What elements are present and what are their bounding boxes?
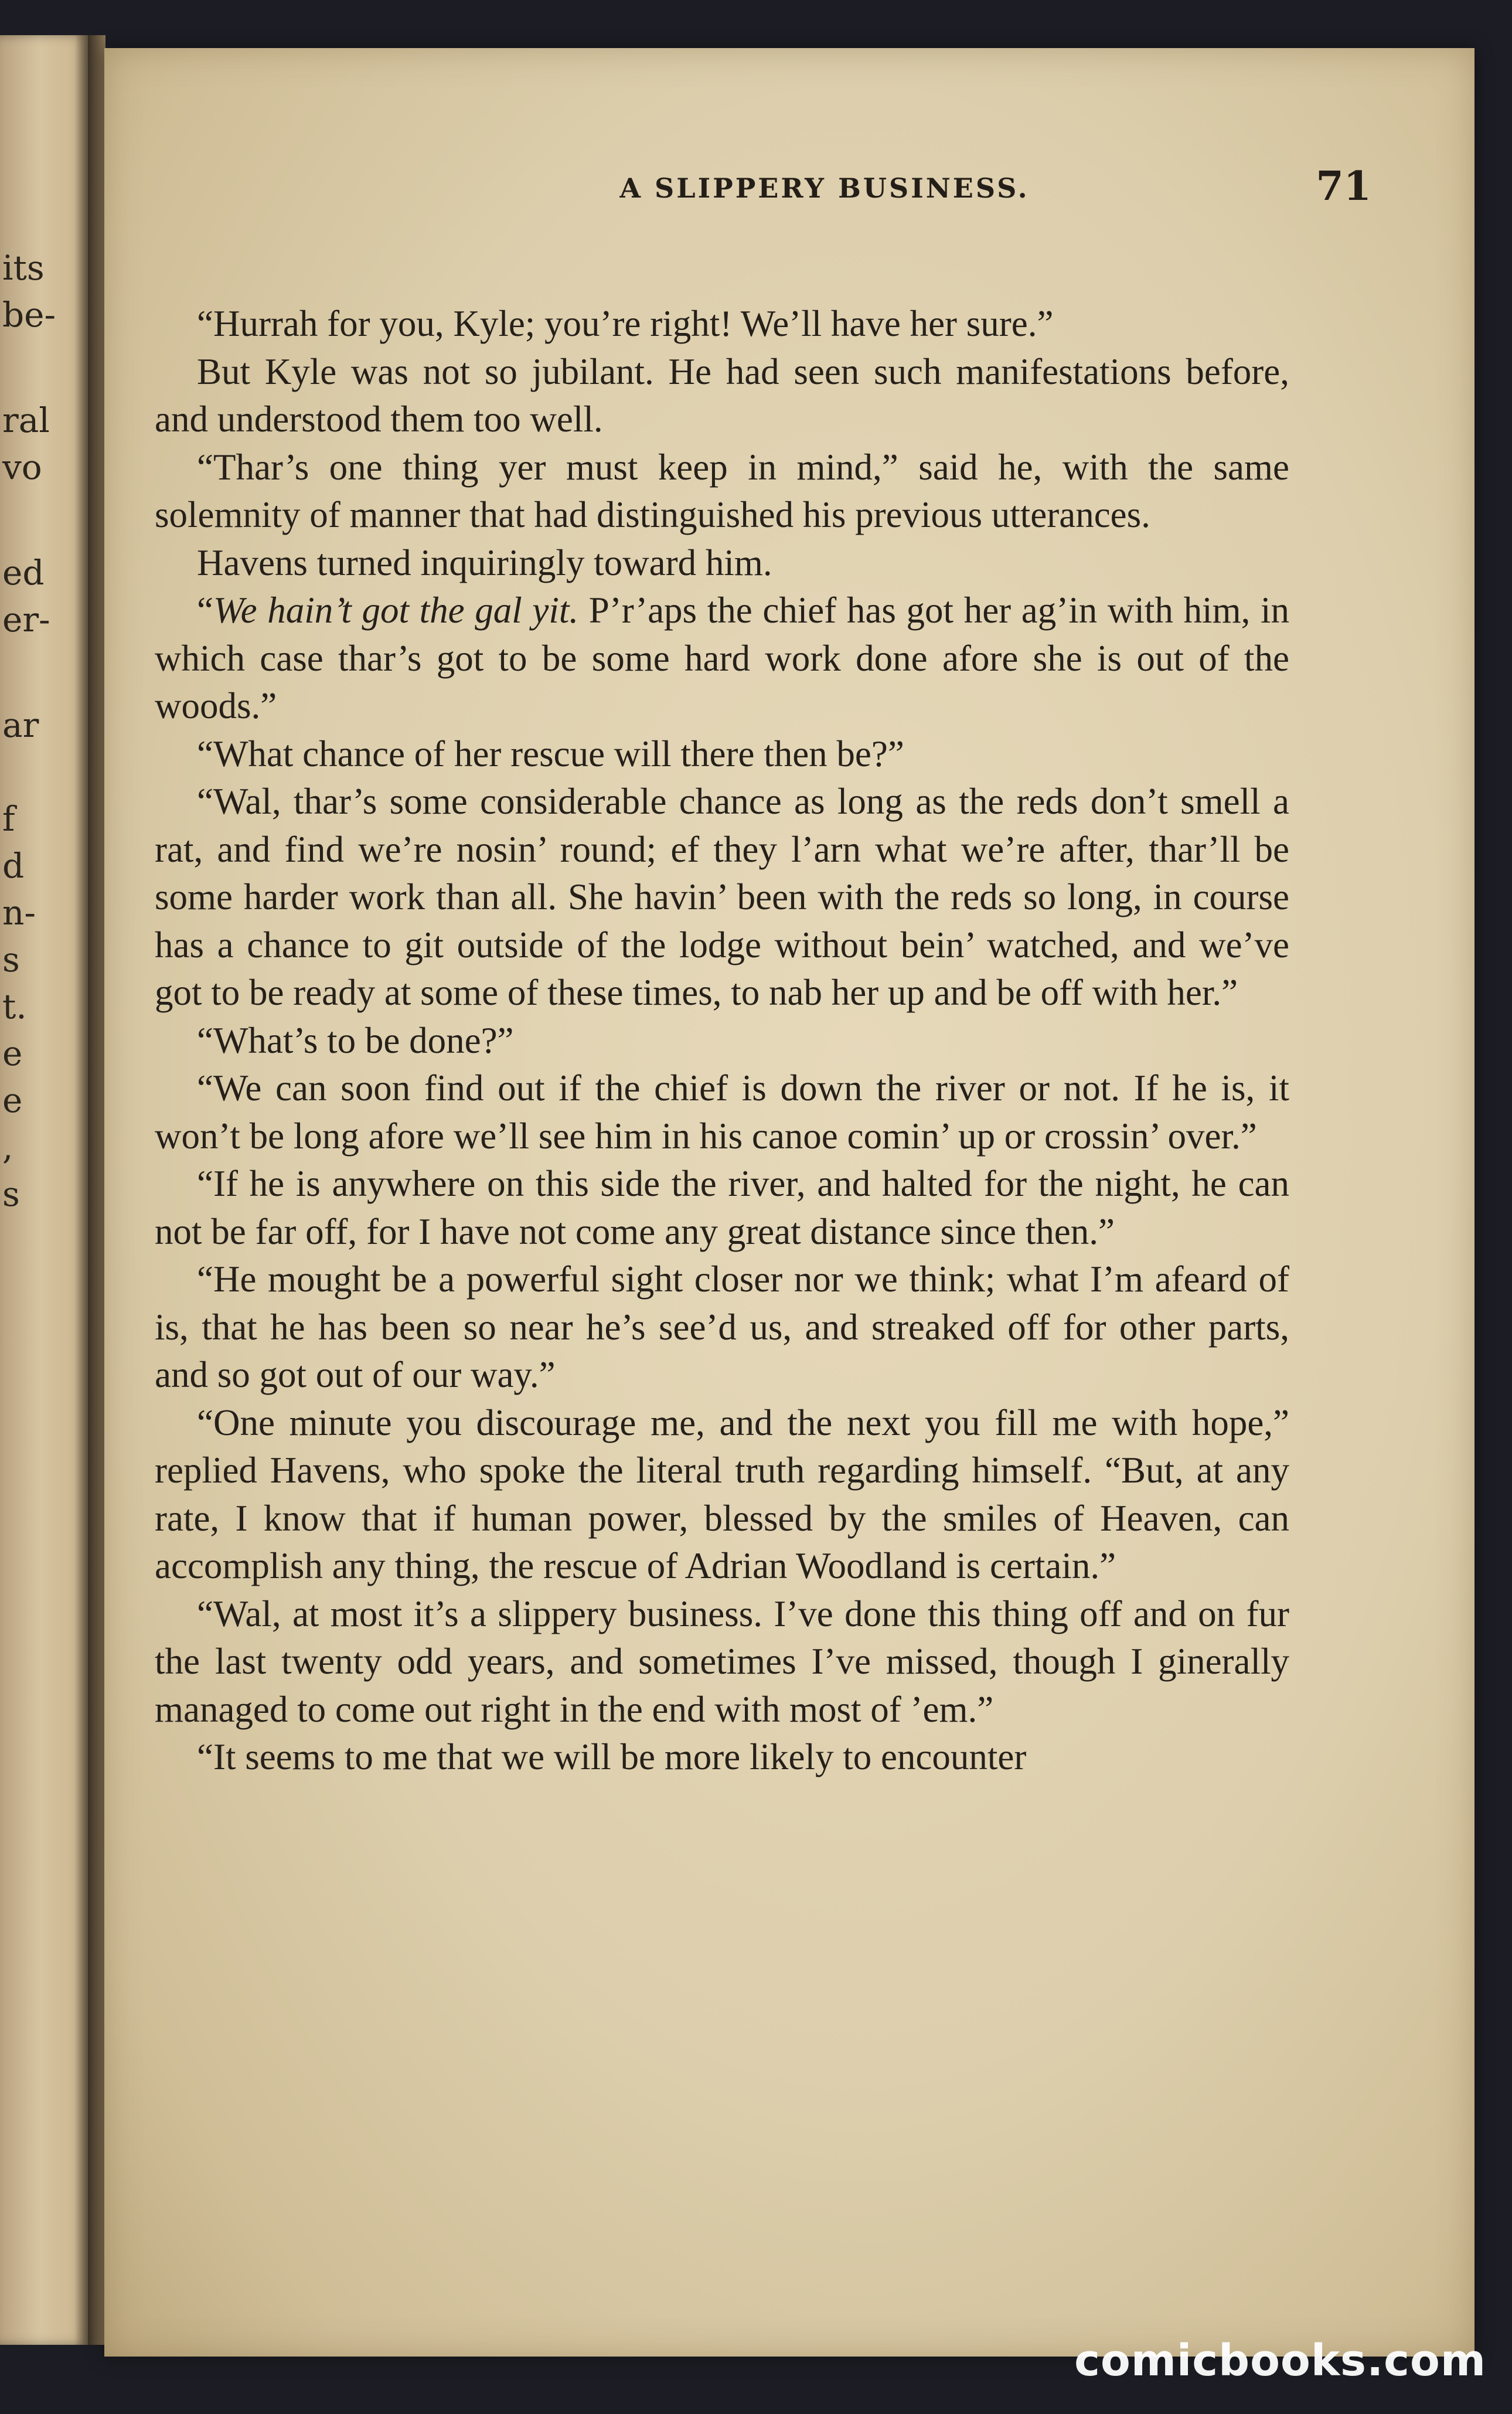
left-fragment: ral — [2, 400, 50, 440]
left-fragment: f — [2, 799, 15, 839]
left-fragment: t. — [2, 987, 27, 1026]
paragraph: “Wal, at most it’s a slippery business. I’ve done this thing off and on fur the last twenty odd years, and sometimes I’ve missed, though I ginerally managed to come out right in the end with most of ’em.” — [155, 1593, 1289, 1730]
paragraph: “Wal, thar’s some considerable chance as long as the reds don’t smell a rat, and find we’re nosin’ round; ef they l’arn what we’re after, thar’ll be some harder work than all. She havin’ been with the reds so long, in course has a chance to git outside of the lodge without bein’ watched, and we’ve got to be ready at some of these times, to nab her up and be off with her.” — [155, 781, 1289, 1013]
left-fragment: s — [2, 940, 20, 980]
left-fragment: ed — [2, 553, 45, 593]
left-fragment: be- — [2, 295, 56, 335]
paragraph: “He mought be a powerful sight closer nor we think; what I’m afeard of is, that he has been so near he’s see’d us, and streaked off for other parts, and so got out of our way.” — [155, 1259, 1289, 1395]
paragraph: “One minute you discourage me, and the next you fill me with hope,” replied Havens, who spoke the literal truth regarding himself. “But, at any rate, I know that if human power, blessed by the smiles of Heaven, can accomplish any thing, the rescue of Adrian Woodland is certain.” — [155, 1402, 1289, 1586]
left-fragment: e — [2, 1080, 23, 1120]
paragraph: “It seems to me that we will be more likely to encounter — [197, 1736, 1027, 1777]
page-number: 71 — [1316, 163, 1371, 210]
paragraph: “Thar’s one thing yer must keep in mind,” said he, with the same solemnity of manner that had distinguished his previous utterances. — [155, 446, 1289, 535]
left-fragment: n- — [2, 893, 36, 933]
left-fragment: d — [2, 846, 25, 886]
adjacent-page-sliver — [0, 35, 88, 2345]
left-fragment: , — [2, 1127, 13, 1167]
left-fragment: vo — [2, 447, 42, 487]
left-fragment: s — [2, 1174, 20, 1214]
italic-phrase: We hain’t got the gal yit. — [213, 590, 579, 631]
paragraph: “If he is anywhere on this side the river, and halted for the night, he can not be far off, for I have not come any great distance since then.” — [155, 1163, 1289, 1252]
left-fragment: e — [2, 1033, 23, 1073]
paragraph-rest: P’r’aps the chief has got her ag’in with him, in which case thar’s got to be some hard work done afore she is out of the woods.” — [155, 590, 1289, 726]
site-watermark: comicbooks.com — [1074, 2335, 1486, 2386]
paragraph-lead: “ — [197, 590, 213, 631]
paragraph: “What chance of her rescue will there then be?” — [197, 733, 904, 774]
book-page — [104, 48, 1474, 2357]
paragraph: “What’s to be done?” — [197, 1019, 514, 1061]
body-text — [155, 300, 1289, 1781]
book-gutter — [88, 35, 105, 2345]
paragraph: Havens turned inquiringly toward him. — [197, 542, 772, 583]
paragraph: But Kyle was not so jubilant. He had seen such manifestations before, and understood them too well. — [155, 351, 1289, 440]
paragraph: “Hurrah for you, Kyle; you’re right! We’ll have her sure.” — [197, 303, 1054, 344]
paragraph: “We can soon find out if the chief is down the river or not. If he is, it won’t be long afore we’ll see him in his canoe comin’ up or crossin’ over.” — [155, 1067, 1289, 1157]
paragraph — [155, 587, 1289, 730]
left-fragment: ar — [2, 705, 39, 745]
running-head: A SLIPPERY BUSINESS. — [619, 172, 1030, 204]
left-fragment: er- — [2, 600, 50, 640]
left-fragment: its — [2, 248, 45, 288]
